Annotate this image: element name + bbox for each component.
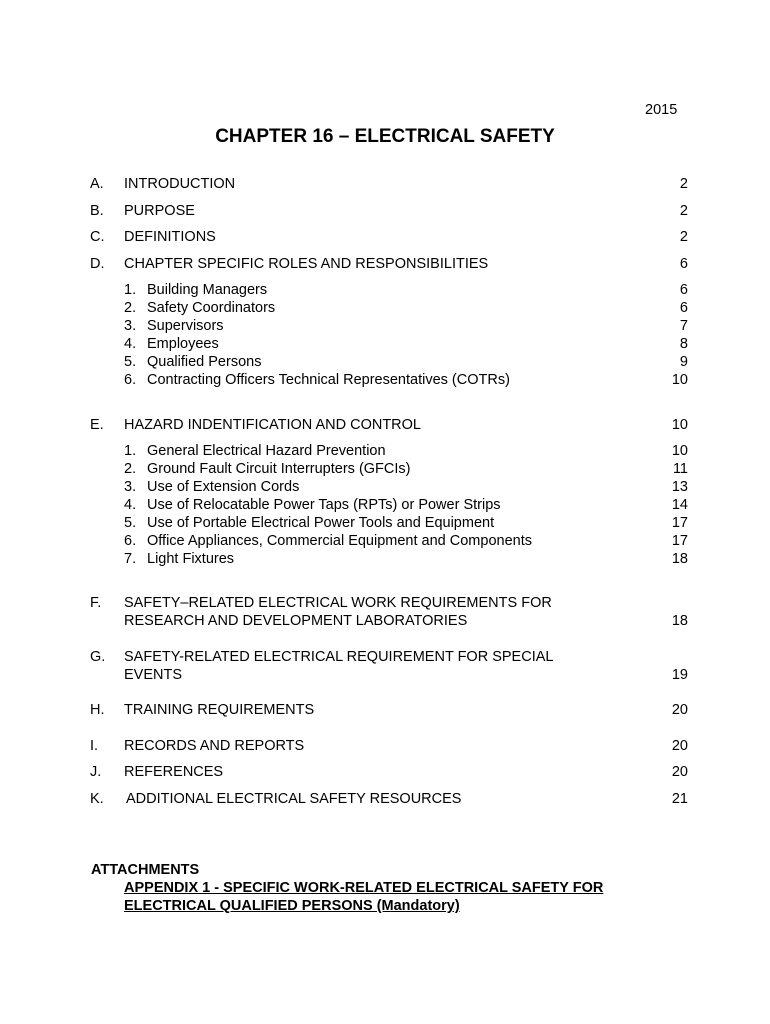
subitem-text: Supervisors — [147, 318, 224, 334]
section-j-letter: J. — [90, 764, 102, 780]
section-c-label: DEFINITIONS — [124, 229, 216, 245]
section-f-page: 18 — [671, 613, 688, 629]
subitem-text: Use of Relocatable Power Taps (RPTs) or Power Strips — [147, 497, 501, 513]
subitem-number: 4. — [124, 497, 137, 513]
section-b-label: PURPOSE — [124, 203, 195, 219]
section-k-page: 21 — [671, 791, 688, 807]
subitem-number: 7. — [124, 551, 137, 567]
section-k-label: ADDITIONAL ELECTRICAL SAFETY RESOURCES — [126, 791, 462, 807]
subitem-number: 3. — [124, 318, 137, 334]
section-c-page: 2 — [679, 229, 688, 245]
subitem-number: 2. — [124, 300, 137, 316]
subitem-text: Building Managers — [147, 282, 268, 298]
subitem-page: 17 — [671, 533, 688, 549]
section-f-letter: F. — [90, 595, 102, 611]
subitem-number: 5. — [124, 354, 137, 370]
subitem-page: 8 — [679, 336, 688, 352]
subitem-text: Contracting Officers Technical Representatives (COTRs) — [147, 372, 510, 388]
section-d-letter: D. — [90, 256, 105, 272]
subitem-number: 3. — [124, 479, 137, 495]
section-e-letter: E. — [90, 417, 104, 433]
subitem-text: Use of Portable Electrical Power Tools and Equipment — [147, 515, 495, 531]
subitem-text: General Electrical Hazard Prevention — [147, 443, 386, 459]
subitem-text: Office Appliances, Commercial Equipment and Components — [147, 533, 532, 549]
section-c-letter: C. — [90, 229, 105, 245]
subitem-page: 13 — [671, 479, 688, 495]
section-i-page: 20 — [671, 738, 688, 754]
subitem-page: 14 — [671, 497, 688, 513]
section-g-page: 19 — [671, 667, 688, 683]
subitem-number: 6. — [124, 533, 137, 549]
section-e-page: 10 — [671, 417, 688, 433]
section-a-label: INTRODUCTION — [124, 176, 236, 192]
subitem-page: 10 — [671, 372, 688, 388]
attachments-heading: ATTACHMENTS — [91, 862, 200, 878]
section-b-page: 2 — [679, 203, 688, 219]
subitem-text: Employees — [147, 336, 219, 352]
subitem-text: Qualified Persons — [147, 354, 262, 370]
subitem-page: 9 — [679, 354, 688, 370]
section-k-letter: K. — [90, 791, 104, 807]
chapter-title: CHAPTER 16 – ELECTRICAL SAFETY — [215, 126, 555, 147]
appendix-1-link-line2[interactable]: ELECTRICAL QUALIFIED PERSONS (Mandatory) — [124, 898, 460, 914]
subitem-page: 6 — [679, 282, 688, 298]
subitem-number: 1. — [124, 443, 137, 459]
subitem-page: 10 — [671, 443, 688, 459]
subitem-page: 11 — [672, 461, 688, 477]
subitem-number: 1. — [124, 282, 137, 298]
section-g-letter: G. — [90, 649, 106, 665]
section-e-label: HAZARD INDENTIFICATION AND CONTROL — [124, 417, 421, 433]
section-j-page: 20 — [671, 764, 688, 780]
section-f-label-line2: RESEARCH AND DEVELOPMENT LABORATORIES — [124, 613, 468, 629]
appendix-1-link-line1[interactable]: APPENDIX 1 - SPECIFIC WORK-RELATED ELECTRICAL SAFETY FOR — [124, 880, 604, 896]
subitem-text: Ground Fault Circuit Interrupters (GFCIs) — [147, 461, 411, 477]
subitem-page: 17 — [671, 515, 688, 531]
section-i-label: RECORDS AND REPORTS — [124, 738, 305, 754]
section-a-page: 2 — [679, 176, 688, 192]
document-year: 2015 — [645, 102, 678, 118]
subitem-number: 5. — [124, 515, 137, 531]
section-h-label: TRAINING REQUIREMENTS — [124, 702, 315, 718]
section-f-label-line1: SAFETY–RELATED ELECTRICAL WORK REQUIREMENTS FOR — [124, 595, 552, 611]
section-b-letter: B. — [90, 203, 104, 219]
section-a-letter: A. — [90, 176, 104, 192]
subitem-page: 18 — [671, 551, 688, 567]
subitem-page: 7 — [679, 318, 688, 334]
subitem-text: Use of Extension Cords — [147, 479, 300, 495]
section-g-label-line2: EVENTS — [124, 667, 183, 683]
section-d-label: CHAPTER SPECIFIC ROLES AND RESPONSIBILITIES — [124, 256, 489, 272]
section-j-label: REFERENCES — [124, 764, 224, 780]
section-g-label-line1: SAFETY-RELATED ELECTRICAL REQUIREMENT FOR SPECIAL — [124, 649, 554, 665]
section-i-letter: I. — [90, 738, 99, 754]
subitem-number: 4. — [124, 336, 137, 352]
subitem-page: 6 — [679, 300, 688, 316]
section-d-page: 6 — [679, 256, 688, 272]
section-h-page: 20 — [671, 702, 688, 718]
subitem-text: Safety Coordinators — [147, 300, 276, 316]
section-h-letter: H. — [90, 702, 105, 718]
subitem-text: Light Fixtures — [147, 551, 235, 567]
subitem-number: 6. — [124, 372, 137, 388]
subitem-number: 2. — [124, 461, 137, 477]
